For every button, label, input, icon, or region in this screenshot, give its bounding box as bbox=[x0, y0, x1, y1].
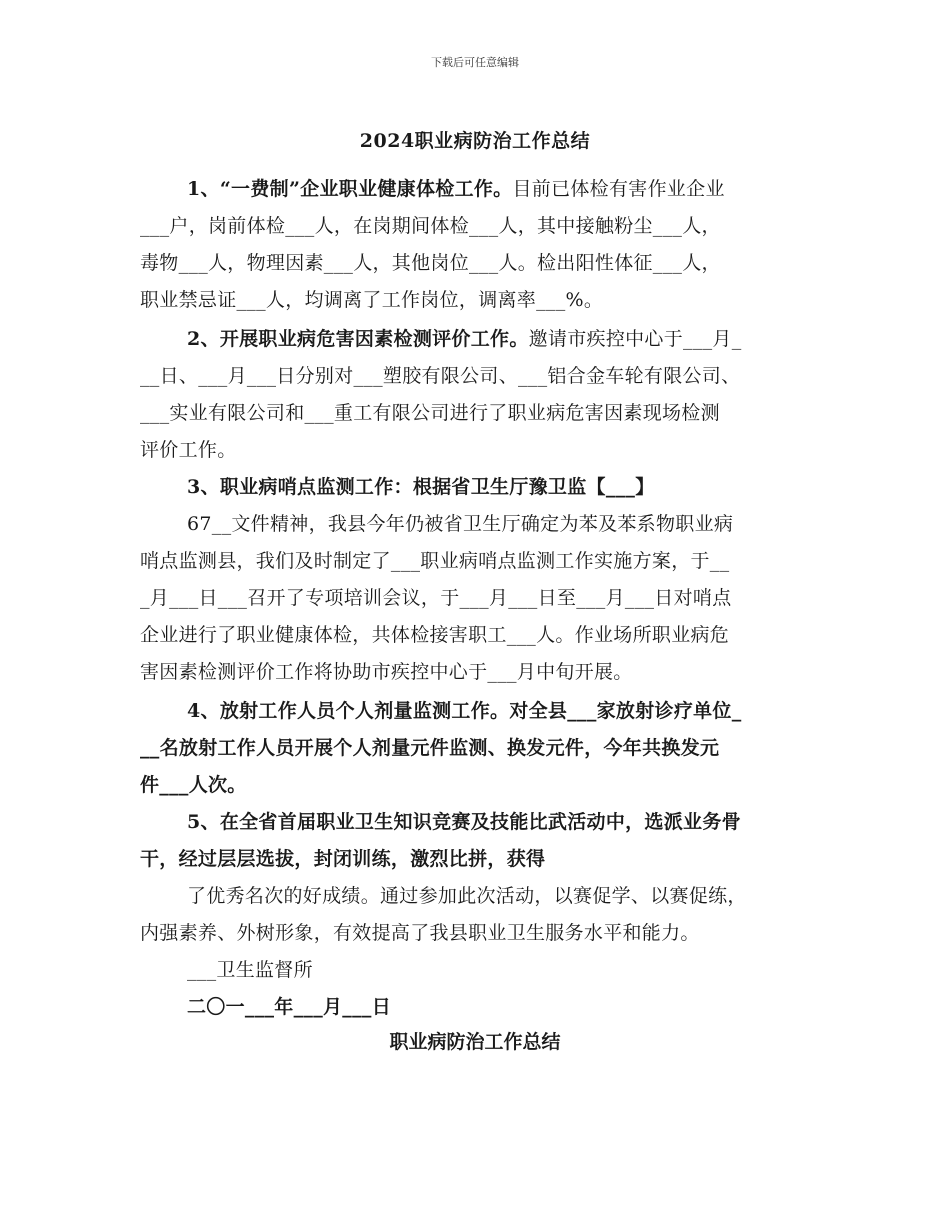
body-text: _月___日___召开了专项培训会议，于___月___日至___月___日对哨点 bbox=[140, 587, 732, 609]
text-line bbox=[140, 211, 820, 238]
text-line bbox=[140, 248, 820, 275]
text-line bbox=[140, 918, 820, 945]
body-text: 了优秀名次的好成绩。通过参加此次活动，以赛促学、以赛促练， bbox=[187, 885, 747, 907]
text-line bbox=[140, 285, 820, 312]
text-line bbox=[140, 583, 820, 610]
bold-text: 二〇一___年___月___日 bbox=[187, 996, 392, 1018]
bold-text: 1、“一费制”企业职业健康体检工作。 bbox=[187, 178, 513, 200]
body-text: 职业禁忌证___人，均调离了工作岗位，调离率___%。 bbox=[140, 289, 604, 311]
text-line bbox=[140, 361, 820, 388]
bold-text: 干，经过层层选拔，封闭训练，激烈比拼，获得 bbox=[140, 848, 546, 870]
text-line bbox=[140, 657, 820, 684]
section-subtitle: 职业病防治工作总结 bbox=[389, 1031, 561, 1053]
text-line bbox=[187, 881, 867, 908]
text-line bbox=[187, 955, 867, 982]
text-line bbox=[140, 398, 820, 425]
text-line bbox=[140, 844, 820, 871]
bold-text: 4、放射工作人员个人剂量监测工作。对全县___家放射诊疗单位_ bbox=[187, 700, 742, 722]
body-text: 企业进行了职业健康体检，共体检接害职工___人。作业场所职业病危 bbox=[140, 624, 730, 646]
bold-text: 3、职业病哨点监测工作：根据省卫生厅豫卫监【___】 bbox=[187, 476, 655, 498]
body-text: 哨点监测县，我们及时制定了___职业病哨点监测工作实施方案，于__ bbox=[140, 550, 730, 572]
text-line bbox=[187, 472, 867, 499]
body-text: 害因素检测评价工作将协助市疾控中心于___月中旬开展。 bbox=[140, 661, 633, 683]
text-line bbox=[140, 546, 820, 573]
body-text: 邀请市疾控中心于___月_ bbox=[528, 328, 742, 350]
text-line bbox=[140, 435, 820, 462]
body-text: 目前已体检有害作业企业 bbox=[512, 178, 725, 200]
text-line bbox=[187, 992, 867, 1019]
body-text: 内强素养、外树形象，有效提高了我县职业卫生服务水平和能力。 bbox=[140, 922, 700, 944]
text-line bbox=[187, 174, 867, 201]
body-text: __日、___月___日分别对___塑胶有限公司、___铝合金车轮有限公司、 bbox=[140, 365, 741, 387]
body-text: ___户，岗前体检___人，在岗期间体检___人，其中接触粉尘___人， bbox=[140, 215, 721, 237]
body-text: ___实业有限公司和___重工有限公司进行了职业病危害因素现场检测 bbox=[140, 402, 720, 424]
body-text: 评价工作。 bbox=[140, 439, 237, 461]
document-title: 2024职业病防治工作总结 bbox=[359, 130, 591, 152]
text-line bbox=[187, 807, 867, 834]
bold-text: 件___人次。 bbox=[140, 774, 247, 796]
text-line bbox=[187, 324, 867, 351]
text-line bbox=[187, 696, 867, 723]
text-line bbox=[140, 733, 820, 760]
bold-text: 5、在全省首届职业卫生知识竞赛及技能比武活动中，选派业务骨 bbox=[187, 811, 741, 833]
body-text: 毒物___人，物理因素___人，其他岗位___人。检出阳性体征___人， bbox=[140, 252, 721, 274]
body-text: 67__文件精神，我县今年仍被省卫生厅确定为苯及苯系物职业病 bbox=[187, 513, 734, 535]
text-line bbox=[140, 770, 820, 797]
page-header: 下载后可任意编辑 bbox=[431, 56, 519, 69]
bold-text: 2、开展职业病危害因素检测评价工作。 bbox=[187, 328, 529, 350]
text-line bbox=[187, 509, 867, 536]
text-line bbox=[140, 620, 820, 647]
body-text: ___卫生监督所 bbox=[187, 959, 313, 981]
bold-text: __名放射工作人员开展个人剂量元件监测、换发元件，今年共换发元 bbox=[140, 737, 720, 759]
